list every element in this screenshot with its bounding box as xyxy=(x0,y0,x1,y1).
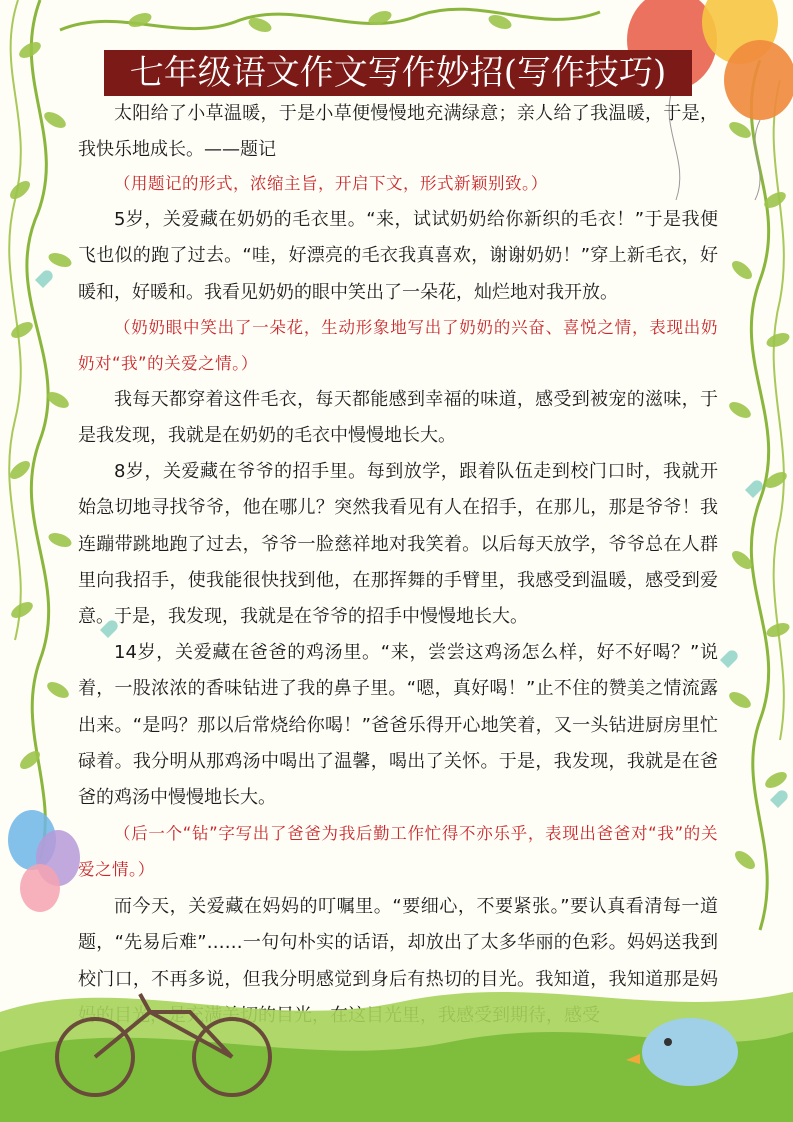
paragraph-3: 我每天都穿着这件毛衣，每天都能感到幸福的味道，感受到被宠的滋味，于是我发现，我就是在奶奶的毛衣中慢慢地长大。 xyxy=(78,389,718,447)
paragraph-1: 太阳给了小草温暖，于是小草便慢慢地充满绿意；亲人给了我温暖，于是，我快乐地成长。——题记 xyxy=(78,103,718,161)
note-3: （后一个“钻”字写出了爸爸为我后勤工作忙得不亦乐乎，表现出爸爸对“我”的关爱之情。） xyxy=(78,824,718,880)
paragraph-5: 14岁，关爱藏在爸爸的鸡汤里。“来，尝尝这鸡汤怎么样，好不好喝？”说着，一股浓浓的香味钻进了我的鼻子里。“嗯，真好喝！”止不住的赞美之情流露出来。“是吗？那以后常烧给你喝！”爸爸乐得开心地笑着，又一头钻进厨房里忙碌着。我分明从那鸡汤中喝出了温馨，喝出了关怀。于是，我发现，我就是在爸爸的鸡汤中慢慢地长大。 xyxy=(78,642,718,809)
paragraph-6: 而今天，关爱藏在妈妈的叮嘱里。“要细心，不要紧张。”要认真看清每一道题，“先易后难”……一句句朴实的话语，却放出了太多华丽的色彩。妈妈送我到校门口，不再多说，但我分明感觉到身后有热切的目光。我知道，我知道那是妈 xyxy=(78,896,718,990)
paragraph-4: 8岁，关爱藏在爷爷的招手里。每到放学，跟着队伍走到校门口时，我就开始急切地寻找爷爷，他在哪儿？突然我看见有人在招手，在那儿，那是爷爷！我连蹦带跳地跑了过去，爷爷一脸慈祥地对我笑着。以后每天放学，爷爷总在人群里向我招手，使我能很快找到他，在那挥舞的手臂里，我感受到温暖，感受到爱意。于是，我发现，我就是在爷爷的招手中慢慢地长大。 xyxy=(78,461,718,628)
paragraph-2: 5岁，关爱藏在奶奶的毛衣里。“来，试试奶奶给你新织的毛衣！”于是我便飞也似的跑了过去。“哇，好漂亮的毛衣我真喜欢，谢谢奶奶！”穿上新毛衣，好暖和，好暖和。我看见奶奶的眼中笑出了一朵花，灿烂地对我开放。 xyxy=(78,209,718,303)
note-1: （用题记的形式，浓缩主旨，开启下文，形式新颖别致。） xyxy=(114,174,548,193)
page-title: 七年级语文作文写作妙招(写作技巧) xyxy=(104,50,692,96)
footer-illustration xyxy=(0,972,793,1122)
note-2: （奶奶眼中笑出了一朵花，生动形象地写出了奶奶的兴奋、喜悦之情，表现出奶奶对“我”的关爱之情。） xyxy=(78,318,718,374)
